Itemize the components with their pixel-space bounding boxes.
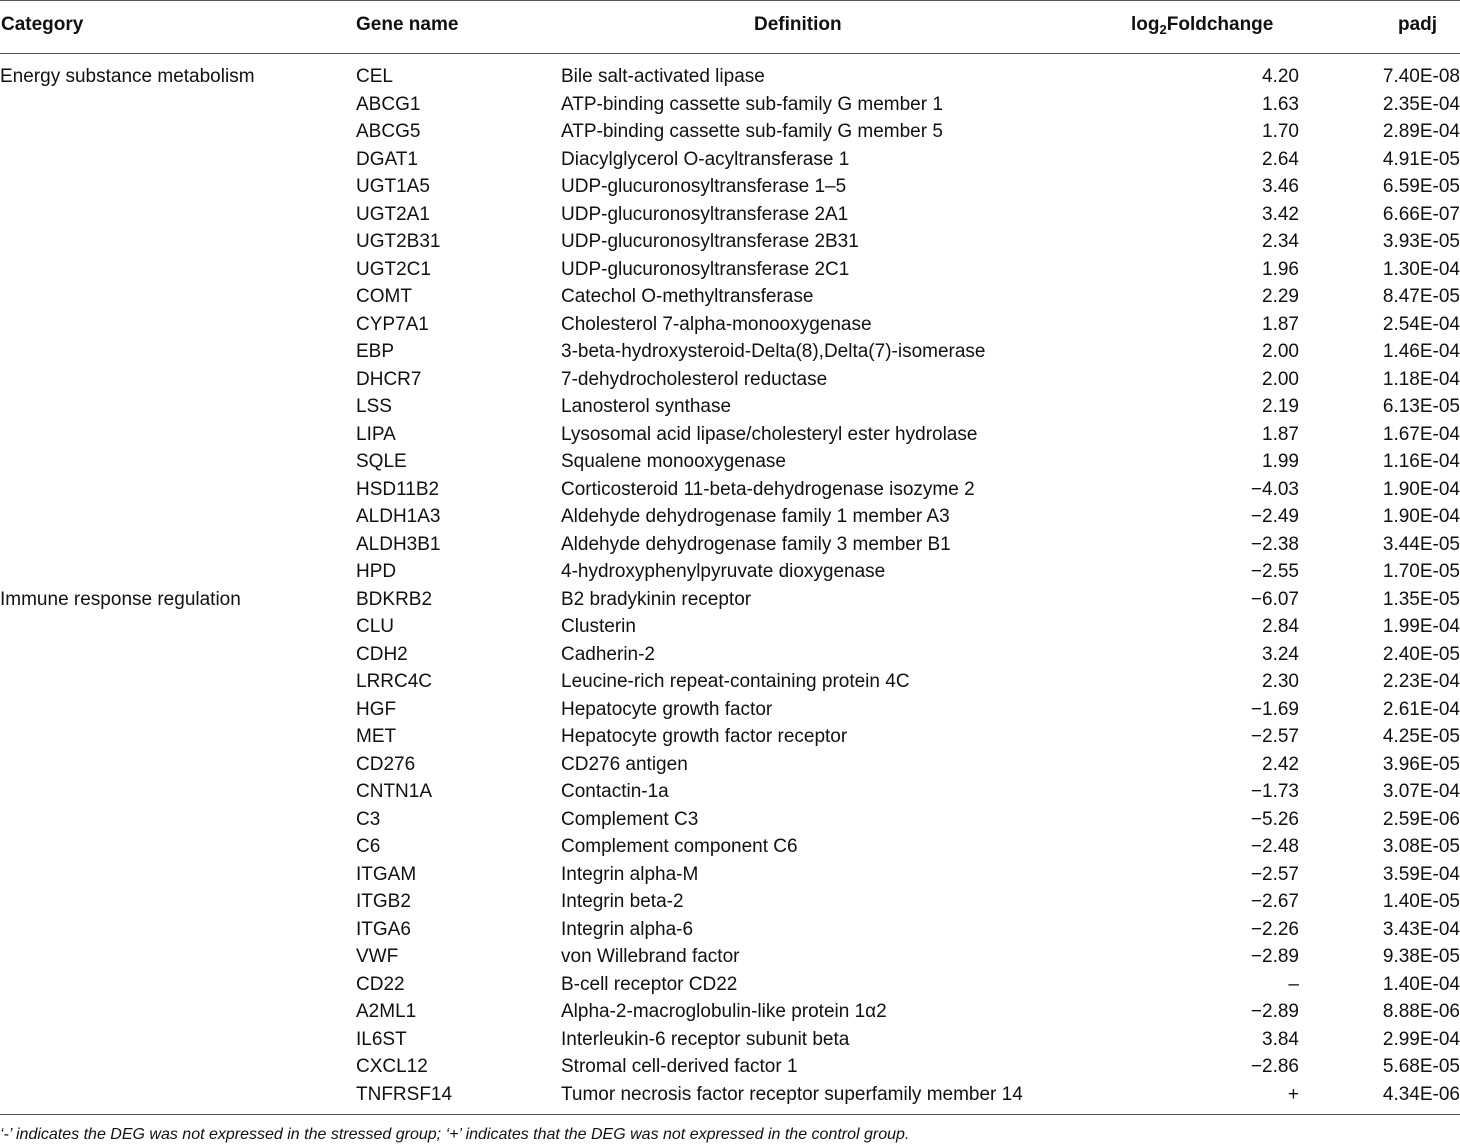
definition-cell: Hepatocyte growth factor: [561, 698, 773, 720]
padj-cell: 3.07E-04: [1382, 781, 1460, 803]
category-cell: [0, 558, 356, 586]
category-cell: [0, 998, 356, 1026]
log2fc-cell: 3.84: [1262, 1028, 1299, 1050]
header-log2fc-prefix: log: [1131, 14, 1160, 35]
log2fc-cell: +: [1287, 1083, 1299, 1105]
gene-name-cell: C6: [356, 836, 381, 858]
category-cell: [0, 861, 356, 889]
padj-cell: 4.34E-06: [1382, 1083, 1460, 1105]
gene-name-cell: ALDH1A3: [356, 506, 441, 528]
padj-cell: 2.40E-05: [1382, 643, 1460, 665]
table-row: [0, 668, 1460, 696]
padj-cell: 2.99E-04: [1382, 1028, 1460, 1050]
padj-cell: 2.35E-04: [1382, 93, 1460, 115]
log2fc-cell: −2.26: [1250, 918, 1299, 940]
definition-cell: Tumor necrosis factor receptor superfamily member 14: [561, 1083, 1023, 1105]
gene-name-cell: CD276: [356, 753, 416, 775]
log2fc-cell: 2.19: [1262, 396, 1299, 418]
log2fc-cell: 2.34: [1262, 231, 1299, 253]
definition-cell: Diacylglycerol O-acyltransferase 1: [561, 148, 850, 170]
log2fc-cell: −2.67: [1250, 891, 1299, 913]
definition-cell: Contactin-1a: [561, 781, 669, 803]
gene-name-cell: DHCR7: [356, 368, 422, 390]
gene-name-cell: LIPA: [356, 423, 396, 445]
category-cell: [0, 311, 356, 339]
table-row: [0, 531, 1460, 559]
padj-cell: 3.93E-05: [1382, 231, 1460, 253]
gene-name-cell: ALDH3B1: [356, 533, 441, 555]
table-row: [0, 173, 1460, 201]
gene-name-cell: ITGA6: [356, 918, 411, 940]
log2fc-cell: 2.30: [1262, 671, 1299, 693]
log2fc-cell: 1.87: [1262, 423, 1299, 445]
gene-name-cell: HSD11B2: [356, 478, 440, 500]
category-cell: [0, 806, 356, 834]
padj-cell: 3.96E-05: [1382, 753, 1460, 775]
category-cell: [0, 476, 356, 504]
gene-name-cell: ABCG1: [356, 93, 421, 115]
top-rule: [0, 0, 1460, 1]
definition-cell: Leucine-rich repeat-containing protein 4C: [561, 671, 910, 693]
padj-cell: 5.68E-05: [1382, 1056, 1460, 1078]
gene-name-cell: CD22: [356, 973, 405, 995]
definition-cell: B2 bradykinin receptor: [561, 588, 752, 610]
header-gene-name: Gene name: [356, 14, 459, 35]
table-body: [0, 63, 1460, 1108]
padj-cell: 3.43E-04: [1382, 918, 1460, 940]
log2fc-cell: −2.38: [1250, 533, 1299, 555]
padj-cell: 8.88E-06: [1382, 1001, 1460, 1023]
category-cell: [0, 696, 356, 724]
padj-cell: 1.99E-04: [1382, 616, 1460, 638]
log2fc-cell: –: [1288, 973, 1299, 995]
gene-name-cell: CLU: [356, 616, 395, 638]
log2fc-cell: 1.87: [1262, 313, 1299, 335]
category-cell: [0, 338, 356, 366]
log2fc-cell: −2.57: [1250, 863, 1299, 885]
category-cell: [0, 228, 356, 256]
log2fc-cell: 1.70: [1262, 121, 1299, 143]
gene-name-cell: CYP7A1: [356, 313, 429, 335]
header-rule: [0, 53, 1460, 54]
table-row: [0, 1053, 1460, 1081]
category-cell: [0, 613, 356, 641]
table-row: [0, 63, 1460, 91]
header-category: Category: [1, 14, 84, 35]
log2fc-cell: 3.42: [1262, 203, 1299, 225]
category-cell: Energy substance metabolism: [0, 66, 255, 88]
log2fc-cell: 2.00: [1262, 341, 1299, 363]
log2fc-cell: −2.57: [1250, 726, 1299, 748]
table-row: [0, 421, 1460, 449]
gene-name-cell: DGAT1: [356, 148, 418, 170]
footnote: ‘-’ indicates the DEG was not expressed in the stressed group; ‘+’ indicates that the DEG was not expressed in the control group.: [0, 1126, 910, 1143]
deg-table: [0, 63, 1460, 1108]
gene-name-cell: C3: [356, 808, 381, 830]
gene-name-cell: MET: [356, 726, 397, 748]
gene-name-cell: ITGAM: [356, 863, 417, 885]
log2fc-cell: 2.84: [1262, 616, 1299, 638]
definition-cell: von Willebrand factor: [561, 946, 740, 968]
log2fc-cell: −5.26: [1250, 808, 1299, 830]
table-row: [0, 311, 1460, 339]
padj-cell: 1.18E-04: [1382, 368, 1460, 390]
table-row: [0, 1081, 1460, 1109]
padj-cell: 3.59E-04: [1382, 863, 1460, 885]
definition-cell: Alpha-2-macroglobulin-like protein 1α2: [561, 1001, 887, 1023]
gene-name-cell: UGT1A5: [356, 176, 430, 198]
padj-cell: 2.59E-06: [1382, 808, 1460, 830]
definition-cell: Squalene monooxygenase: [561, 451, 787, 473]
log2fc-cell: 4.20: [1262, 66, 1299, 88]
log2fc-cell: 2.00: [1262, 368, 1299, 390]
header-definition: Definition: [754, 14, 842, 35]
definition-cell: Corticosteroid 11-beta-dehydrogenase isozyme 2: [561, 478, 975, 500]
table-row: [0, 723, 1460, 751]
category-cell: [0, 833, 356, 861]
table-row: [0, 641, 1460, 669]
padj-cell: 1.40E-05: [1382, 891, 1460, 913]
gene-name-cell: IL6ST: [356, 1028, 407, 1050]
gene-name-cell: TNFRSF14: [356, 1083, 453, 1105]
padj-cell: 9.38E-05: [1382, 946, 1460, 968]
gene-name-cell: LSS: [356, 396, 392, 418]
padj-cell: 4.25E-05: [1382, 726, 1460, 748]
gene-name-cell: EBP: [356, 341, 395, 363]
padj-cell: 1.67E-04: [1382, 423, 1460, 445]
definition-cell: Cholesterol 7-alpha-monooxygenase: [561, 313, 872, 335]
category-cell: [0, 916, 356, 944]
header-log2fc-suffix: Foldchange: [1166, 14, 1274, 35]
table-row: [0, 503, 1460, 531]
padj-cell: 1.16E-04: [1382, 451, 1460, 473]
table-row: [0, 613, 1460, 641]
gene-name-cell: A2ML1: [356, 1001, 417, 1023]
bottom-rule: [0, 1114, 1460, 1115]
log2fc-cell: −1.69: [1250, 698, 1299, 720]
padj-cell: 2.61E-04: [1382, 698, 1460, 720]
padj-cell: 2.23E-04: [1382, 671, 1460, 693]
log2fc-cell: −1.73: [1250, 781, 1299, 803]
category-cell: Immune response regulation: [0, 588, 241, 610]
definition-cell: Catechol O-methyltransferase: [561, 286, 814, 308]
definition-cell: Lysosomal acid lipase/cholesteryl ester hydrolase: [561, 423, 978, 445]
log2fc-cell: −6.07: [1250, 588, 1299, 610]
definition-cell: UDP-glucuronosyltransferase 2B31: [561, 231, 859, 253]
log2fc-cell: 2.42: [1262, 753, 1299, 775]
definition-cell: ATP-binding cassette sub-family G member 1: [561, 93, 943, 115]
padj-cell: 2.89E-04: [1382, 121, 1460, 143]
log2fc-cell: 3.24: [1262, 643, 1299, 665]
gene-name-cell: ITGB2: [356, 891, 411, 913]
padj-cell: 7.40E-08: [1382, 66, 1460, 88]
definition-cell: Complement C3: [561, 808, 699, 830]
gene-name-cell: CNTN1A: [356, 781, 433, 803]
table-row: [0, 833, 1460, 861]
gene-name-cell: HGF: [356, 698, 397, 720]
padj-cell: 6.13E-05: [1382, 396, 1460, 418]
table-row: [0, 806, 1460, 834]
definition-cell: Bile salt-activated lipase: [561, 66, 765, 88]
gene-name-cell: COMT: [356, 286, 412, 308]
table-row: [0, 696, 1460, 724]
definition-cell: Aldehyde dehydrogenase family 1 member A3: [561, 506, 950, 528]
definition-cell: UDP-glucuronosyltransferase 2C1: [561, 258, 850, 280]
padj-cell: 6.59E-05: [1382, 176, 1460, 198]
definition-cell: UDP-glucuronosyltransferase 1–5: [561, 176, 847, 198]
category-cell: [0, 201, 356, 229]
table-row: [0, 393, 1460, 421]
definition-cell: 3-beta-hydroxysteroid-Delta(8),Delta(7)-isomerase: [561, 341, 986, 363]
header-padj: padj: [1398, 14, 1438, 35]
log2fc-cell: −2.89: [1250, 946, 1299, 968]
category-cell: [0, 1081, 356, 1109]
gene-name-cell: CEL: [356, 66, 393, 88]
definition-cell: 4-hydroxyphenylpyruvate dioxygenase: [561, 561, 886, 583]
gene-name-cell: HPD: [356, 561, 397, 583]
definition-cell: ATP-binding cassette sub-family G member 5: [561, 121, 943, 143]
padj-cell: 3.08E-05: [1382, 836, 1460, 858]
definition-cell: Integrin alpha-6: [561, 918, 694, 940]
padj-cell: 1.40E-04: [1382, 973, 1460, 995]
table-row: [0, 586, 1460, 614]
definition-cell: Interleukin-6 receptor subunit beta: [561, 1028, 850, 1050]
definition-cell: 7-dehydrocholesterol reductase: [561, 368, 828, 390]
gene-name-cell: UGT2B31: [356, 231, 441, 253]
category-cell: [0, 1053, 356, 1081]
header-log2fc-subscript: 2: [1159, 22, 1167, 37]
definition-cell: Clusterin: [561, 616, 636, 638]
log2fc-cell: −2.89: [1250, 1001, 1299, 1023]
definition-cell: Integrin alpha-M: [561, 863, 699, 885]
definition-cell: UDP-glucuronosyltransferase 2A1: [561, 203, 849, 225]
definition-cell: Stromal cell-derived factor 1: [561, 1056, 798, 1078]
gene-name-cell: ABCG5: [356, 121, 421, 143]
log2fc-cell: −2.55: [1250, 561, 1299, 583]
header-log2foldchange: [1131, 14, 1273, 36]
definition-cell: Aldehyde dehydrogenase family 3 member B1: [561, 533, 951, 555]
table-row: [0, 751, 1460, 779]
table-row: [0, 228, 1460, 256]
table-row: [0, 778, 1460, 806]
category-cell: [0, 393, 356, 421]
padj-cell: 4.91E-05: [1382, 148, 1460, 170]
definition-cell: B-cell receptor CD22: [561, 973, 738, 995]
gene-name-cell: CDH2: [356, 643, 408, 665]
padj-cell: 1.35E-05: [1382, 588, 1460, 610]
table-row: [0, 998, 1460, 1026]
category-cell: [0, 118, 356, 146]
gene-name-cell: UGT2A1: [356, 203, 430, 225]
definition-cell: CD276 antigen: [561, 753, 688, 775]
log2fc-cell: −4.03: [1250, 478, 1299, 500]
definition-cell: Complement component C6: [561, 836, 798, 858]
log2fc-cell: 1.99: [1262, 451, 1299, 473]
table-row: [0, 888, 1460, 916]
table-row: [0, 943, 1460, 971]
category-cell: [0, 778, 356, 806]
category-cell: [0, 421, 356, 449]
padj-cell: 1.90E-04: [1382, 506, 1460, 528]
table-row: [0, 256, 1460, 284]
category-cell: [0, 971, 356, 999]
gene-name-cell: UGT2C1: [356, 258, 431, 280]
category-cell: [0, 503, 356, 531]
log2fc-cell: 1.96: [1262, 258, 1299, 280]
log2fc-cell: 3.46: [1262, 176, 1299, 198]
category-cell: [0, 448, 356, 476]
padj-cell: 1.90E-04: [1382, 478, 1460, 500]
category-cell: [0, 146, 356, 174]
table-row: [0, 861, 1460, 889]
category-cell: [0, 173, 356, 201]
category-cell: [0, 751, 356, 779]
definition-cell: Integrin beta-2: [561, 891, 684, 913]
table-row: [0, 1026, 1460, 1054]
gene-name-cell: LRRC4C: [356, 671, 433, 693]
table-row: [0, 558, 1460, 586]
category-cell: [0, 531, 356, 559]
log2fc-cell: −2.48: [1250, 836, 1299, 858]
category-cell: [0, 283, 356, 311]
category-cell: [0, 256, 356, 284]
table-row: [0, 971, 1460, 999]
category-cell: [0, 943, 356, 971]
category-cell: [0, 723, 356, 751]
gene-name-cell: VWF: [356, 946, 399, 968]
padj-cell: 3.44E-05: [1382, 533, 1460, 555]
padj-cell: 8.47E-05: [1382, 286, 1460, 308]
table-row: [0, 448, 1460, 476]
gene-name-cell: SQLE: [356, 451, 407, 473]
category-cell: [0, 888, 356, 916]
table-row: [0, 118, 1460, 146]
category-cell: [0, 366, 356, 394]
table-row: [0, 338, 1460, 366]
log2fc-cell: 2.64: [1262, 148, 1299, 170]
gene-name-cell: CXCL12: [356, 1056, 428, 1078]
table-row: [0, 283, 1460, 311]
category-cell: [0, 668, 356, 696]
category-cell: [0, 641, 356, 669]
padj-cell: 6.66E-07: [1382, 203, 1460, 225]
definition-cell: Lanosterol synthase: [561, 396, 732, 418]
padj-cell: 1.46E-04: [1382, 341, 1460, 363]
table-row: [0, 916, 1460, 944]
table-row: [0, 476, 1460, 504]
table-row: [0, 201, 1460, 229]
padj-cell: 1.70E-05: [1382, 561, 1460, 583]
log2fc-cell: −2.49: [1250, 506, 1299, 528]
gene-name-cell: BDKRB2: [356, 588, 433, 610]
log2fc-cell: 2.29: [1262, 286, 1299, 308]
definition-cell: Hepatocyte growth factor receptor: [561, 726, 848, 748]
definition-cell: Cadherin-2: [561, 643, 655, 665]
table-row: [0, 91, 1460, 119]
padj-cell: 1.30E-04: [1382, 258, 1460, 280]
category-cell: [0, 1026, 356, 1054]
table-row: [0, 146, 1460, 174]
log2fc-cell: −2.86: [1250, 1056, 1299, 1078]
log2fc-cell: 1.63: [1262, 93, 1299, 115]
table-row: [0, 366, 1460, 394]
category-cell: [0, 91, 356, 119]
padj-cell: 2.54E-04: [1382, 313, 1460, 335]
